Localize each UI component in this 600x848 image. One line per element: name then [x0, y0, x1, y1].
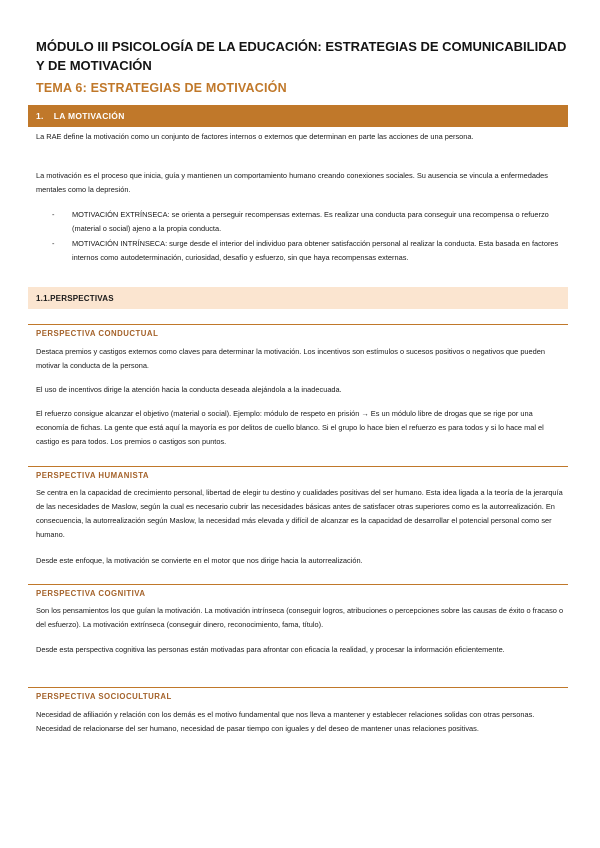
conductual-paragraph-2: El uso de incentivos dirige la atención hacia la conducta deseada alejándola a la inadecuada.: [36, 385, 342, 394]
list-item-extrinseca: [52, 208, 566, 236]
list-item-text: MOTIVACIÓN INTRÍNSECA: surge desde el interior del individuo para obtener satisfacción personal al realizar la conducta. Esta basada en factores internos como autodeterminación, curiosidad, desafío y esfuerzo, sin que haya recompensas externas.: [72, 239, 559, 262]
intro-paragraph-2: La motivación es el proceso que inicia, guía y mantienen un comportamiento humano creando conexiones sociales. Su ausencia se vincula a enfermedades mentales como la depresión.: [36, 171, 548, 194]
list-item-text: MOTIVACIÓN EXTRÍNSECA: se orienta a perseguir recompensas externas. Es realizar una conducta para conseguir una recompensa o refuerzo (material o social) ajeno a la propia conducta.: [72, 210, 549, 233]
motivation-types-list: [52, 208, 566, 266]
section-header-motivacion: [28, 105, 568, 127]
document-title: MÓDULO III PSICOLOGÍA DE LA EDUCACIÓN: ESTRATEGIAS DE COMUNICABILIDAD Y DE MOTIVACIÓN: [36, 39, 567, 73]
conductual-paragraph-3: El refuerzo consigue alcanzar el objetivo (material o social). Ejemplo: módulo de respeto en prisión → Es un módulo libre de drogas que se rige por una economía de fichas. La gente que está aquí la mayoría es por delitos de cuello blanco. Si el grupo lo hace bien el refuerzo es para todos y si lo hace mal el castigo es para todos. Los premios o castigos son puntos.: [36, 409, 544, 446]
cognitiva-paragraph-2: Desde esta perspectiva cognitiva las personas están motivadas para afrontar con eficacia la realidad, y procesar la información eficientemente.: [36, 645, 505, 654]
bullet-dash: -: [52, 239, 55, 248]
intro-paragraph-1: La RAE define la motivación como un conjunto de factores internos o externos que determinan en parte las acciones de una persona.: [36, 132, 474, 141]
heading-perspectiva-humanista: PERSPECTIVA HUMANISTA: [28, 466, 568, 480]
cognitiva-paragraph-1: Son los pensamientos los que guían la motivación. La motivación intrínseca (conseguir logros, atribuciones o percepciones sobre las causas de éxito o fracaso o del esfuerzo). La motivación extrínseca (conseguir dinero, reconocimiento, fama, título).: [36, 606, 564, 629]
sociocultural-paragraph-1: Necesidad de afiliación y relación con los demás es el motivo fundamental que nos lleva a mantener y establecer relaciones solidas con otras personas. Necesidad de relacionarse del ser humano, necesidad de pasar tiempo con iguales y del deseo de mantener unas relaciones positivas.: [36, 710, 535, 733]
heading-perspectiva-sociocultural: PERSPECTIVA SOCIOCULTURAL: [28, 687, 568, 701]
humanista-paragraph-2: Desde este enfoque, la motivación se convierte en el motor que nos dirige hacia la autorrealización.: [36, 556, 363, 565]
subsection-header-perspectivas: 1.1.PERSPECTIVAS: [28, 287, 568, 309]
section-label: LA MOTIVACIÓN: [53, 111, 125, 121]
bullet-dash: -: [52, 210, 55, 219]
humanista-paragraph-1: Se centra en la capacidad de crecimiento personal, libertad de elegir tu destino y cualidades positivas del ser humano. Esta idea ligada a la teoría de la jerarquía de las necesidades de Maslow, según la cual es necesario cubrir las necesidades básicas antes de satisfacer otras superiores como es la autorrealización. En consecuencia, la autorrealización según Maslow, la necesidad más elevada y difícil de alcanzar es la capacidad de desarrollar el potencial personal como ser humano.: [36, 488, 563, 539]
heading-perspectiva-conductual: PERSPECTIVA CONDUCTUAL: [28, 324, 568, 338]
section-number: 1.: [36, 111, 44, 121]
conductual-paragraph-1: Destaca premios y castigos externos como claves para determinar la motivación. Los incentivos son estímulos o sucesos positivos o negativos que pueden motivar la conducta de la persona.: [36, 347, 545, 370]
heading-perspectiva-cognitiva: PERSPECTIVA COGNITIVA: [28, 584, 568, 598]
topic-title: TEMA 6: ESTRATEGIAS DE MOTIVACIÓN: [36, 81, 287, 95]
list-item-intrinseca: [52, 237, 566, 265]
